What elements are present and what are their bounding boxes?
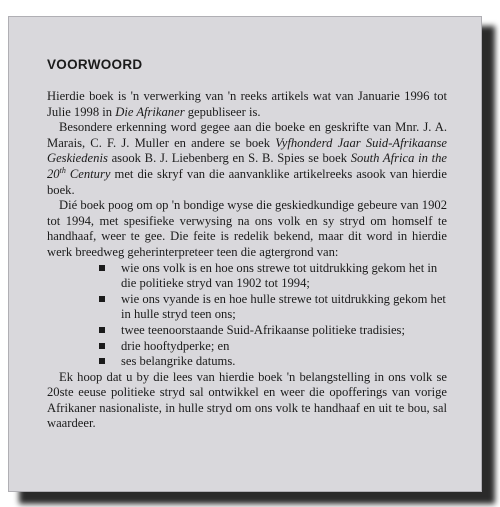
paragraph-2-book-title-1: Vyfhonderd Jaar Suid-Afrikaanse Geskiedenis: [47, 135, 447, 166]
foreword-content: [47, 57, 447, 432]
square-bullet-icon: [99, 343, 105, 349]
book-title-2-part-2: Century: [65, 166, 111, 181]
bullet-text: wie ons vyande is en hoe hulle strewe tot uitdrukking gekom het in hulle stryd teen ons;: [121, 291, 446, 322]
bullet-text: ses belangrike datums.: [121, 354, 236, 369]
paragraph-1: [47, 89, 447, 120]
paragraph-2-text-a: Besondere erkenning word gegee aan die boeke en geskrifte van Mnr. J. A. Marais, C. F. J. Muller en andere se boek: [47, 120, 447, 150]
book-title-2-superscript: th: [59, 165, 66, 175]
bullet-item: [121, 323, 447, 339]
paragraph-1-text: Hierdie boek is 'n verwerking van 'n reeks artikels wat van Januarie 1996 tot Julie 1998 in: [47, 89, 447, 119]
square-bullet-icon: [99, 327, 105, 333]
bullet-text: drie hooftydperke; en: [121, 338, 230, 353]
paragraph-2-text-c: met die skryf van die aanvanklike artikelreeks asook van hierdie boek.: [47, 166, 447, 197]
bullet-item: [121, 261, 447, 292]
paragraph-1-end: gepubliseer is.: [184, 104, 261, 119]
book-title-2-part-1: South Africa in the 20: [47, 151, 447, 181]
foreword-heading: VOORWOORD: [47, 57, 143, 72]
paragraph-2-text-b: asook B. J. Liebenberg en S. B. Spies se boek: [107, 151, 351, 166]
bullet-text: wie ons volk is en hoe ons strewe tot uitdrukking gekom het in die politieke stryd van 1902 tot 1994;: [121, 260, 438, 291]
bullet-text: twee teenoorstaande Suid-Afrikaanse politieke tradisies;: [121, 322, 405, 337]
square-bullet-icon: [99, 358, 105, 364]
paragraph-3: Dié boek poog om op 'n bondige wyse die geskiedkundige gebeure van 1902 tot 1994, met spesifieke verwysing na ons volk en sy stryd om homself te handhaaf, weer te gee. Die feite is redelik bekend, maar dit word in hierdie werk breedweg geherinterpreteer teen die agtergrond van:: [47, 198, 447, 259]
bullet-item: [121, 354, 447, 370]
bullet-item: [121, 292, 447, 323]
paragraph-2: [47, 120, 447, 198]
scanned-page: [8, 16, 482, 492]
bullet-item: [121, 339, 447, 355]
square-bullet-icon: [99, 296, 105, 302]
paragraph-4: Ek hoop dat u by die lees van hierdie boek 'n belangstelling in ons volk se 20ste eeuse politieke stryd sal ontwikkel en weer die opofferings van vorige Afrikaner nasionaliste, in hulle stryd om ons volk te handhaaf en uit te bou, sal waardeer.: [47, 369, 447, 431]
square-bullet-icon: [99, 265, 105, 271]
bullet-list: [47, 261, 447, 370]
paragraph-1-title: Die Afrikaner: [115, 104, 185, 119]
